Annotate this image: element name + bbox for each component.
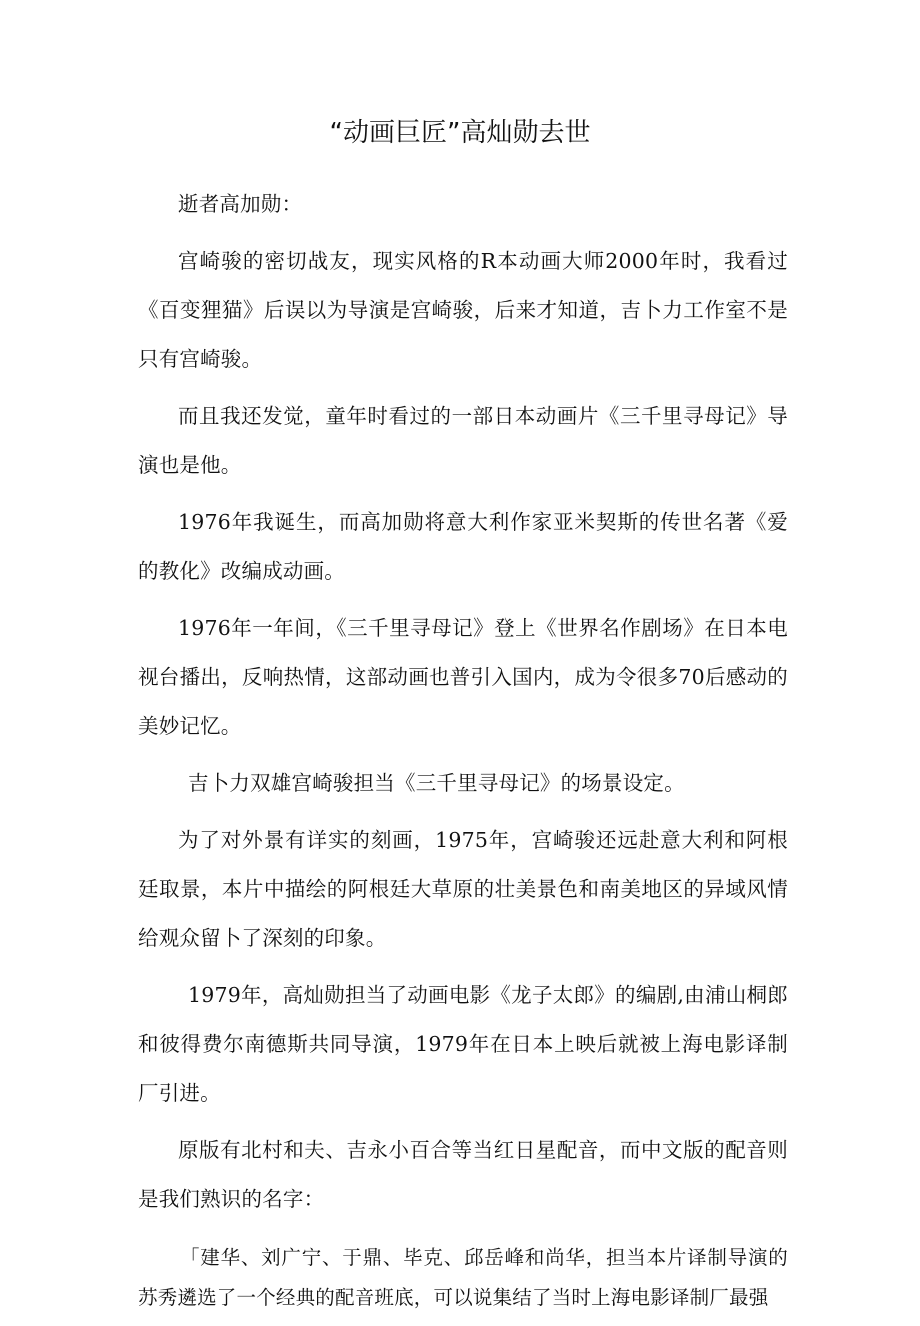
paragraph: 原版有北村和夫、吉永小百合等当红日星配音，而中文版的配音则是我们熟识的名字：	[138, 1138, 788, 1211]
quote-paragraph: 「建华、刘广宁、于鼎、毕克、邱岳峰和尚华，担当本片译制导演的苏秀遴选了一个经典的配音班底，可以说集结了当时上海电影译制厂最强	[138, 1246, 788, 1309]
paragraph: 为了对外景有详实的刻画，1975年，宫崎骏还远赴意大利和阿根廷取景，本片中描绘的阿根廷大草原的壮美景色和南美地区的异域风情给观众留卜了深刻的印象。	[138, 828, 788, 950]
article-body	[138, 180, 788, 1326]
paragraph: 1979年，高灿勋担当了动画电影《龙子太郎》的编剧,由浦山桐郎和彼得费尔南德斯共同导演，1979年在日本上映后就被上海电影译制厂引进。	[138, 983, 788, 1105]
article-title: “动画巨匠”高灿勋去世	[329, 118, 591, 148]
paragraph: 宫崎骏的密切战友，现实风格的R本动画大师2000年时，我看过《百变狸猫》后误以为导演是宫崎骏，后来才知道，吉卜力工作室不是只有宫崎骏。	[138, 249, 788, 371]
paragraph: 吉卜力双雄宫崎骏担当《三千里寻母记》的场景设定。	[188, 771, 685, 795]
paragraph: 1976年我诞生，而高加勋将意大利作家亚米契斯的传世名著《爱的教化》改编成动画。	[138, 510, 788, 583]
paragraph: 逝者高加勋：	[178, 192, 303, 216]
paragraph: 1976年一年间，《三千里寻母记》登上《世界名作剧场》在日本电视台播出，反响热情，这部动画也普引入国内，成为令很多70后感动的美妙记忆。	[138, 616, 788, 738]
paragraph: 而且我还发觉，童年时看过的一部日本动画片《三千里寻母记》导演也是他。	[138, 404, 788, 477]
